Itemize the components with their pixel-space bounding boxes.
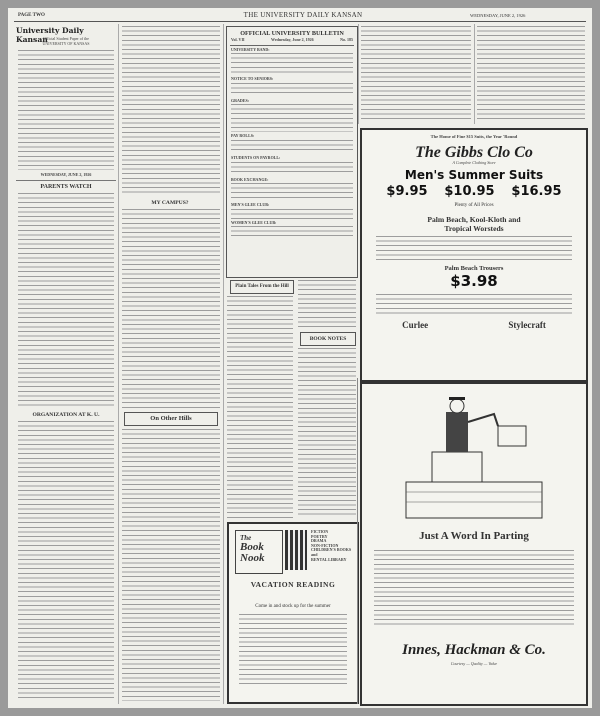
page-label: PAGE TWO (18, 13, 45, 18)
book-nook-body: Come in and stock up for the summer (255, 604, 331, 609)
gibbs-price-1: $9.95 (386, 184, 428, 200)
bulletin-text-students-payroll (231, 162, 353, 176)
book-notes-box (300, 332, 356, 346)
graduate-illustration (402, 392, 546, 522)
bulletin-heading-book-exchange: BOOK EXCHANGE: (231, 176, 269, 182)
gibbs-subtitle: A Complete Clothing Store (452, 159, 496, 165)
gibbs-beach-line-2: Tropical Worsteds (444, 223, 504, 233)
bulletin-heading-mens-glee: MEN'S GLEE CLUB: (231, 202, 270, 208)
book-nook-logo (235, 530, 283, 574)
article-title-parents-watch: PARENTS WATCH (40, 184, 92, 190)
bulletin-heading-payrolls: PAY ROLLS: (231, 133, 255, 139)
newspaper-page (8, 8, 592, 708)
gibbs-fit-line: Plenty of All Prices (454, 203, 494, 209)
col4-text-top (298, 280, 356, 328)
gibbs-headline: Men's Summer Suits (404, 168, 544, 183)
bulletin-text-womens-glee (231, 226, 353, 236)
bulletin-heading-band: UNIVERSITY BAND: (231, 46, 270, 52)
book-notes-body (298, 348, 356, 518)
article-body-parents-watch (18, 193, 114, 408)
gibbs-store-name: The Gibbs Clo Co (415, 143, 533, 161)
bulletin-text-seniors (231, 83, 353, 97)
column-rule-1 (118, 24, 119, 704)
bulletin-date: Wednesday, June 2, 1926 (271, 37, 314, 42)
gibbs-body-copy-2 (376, 294, 572, 316)
column-rule-4 (358, 24, 359, 124)
column-rule-2 (223, 24, 224, 704)
gibbs-beach-line-1: Palm Beach, Kool-Kloth and (427, 214, 521, 224)
bulletin-vol: Vol. VII (231, 37, 245, 42)
header-date: WEDNESDAY, JUNE 2, 1926 (470, 13, 526, 18)
bulletin-text-book-exchange (231, 183, 353, 201)
gibbs-trousers-label: Palm Beach Trousers (444, 264, 504, 272)
masthead-rule (16, 180, 116, 181)
book-nook-ad (227, 522, 359, 704)
gibbs-brand-curlee: Curlee (402, 319, 429, 330)
gibbs-price-3: $16.95 (511, 184, 562, 200)
gibbs-price-row (362, 184, 586, 199)
masthead-issue-date: WEDNESDAY, JUNE 2, 1926 (40, 172, 92, 177)
book-nook-list-0: FICTION (311, 529, 329, 534)
gibbs-trousers-price: $3.98 (450, 271, 498, 290)
col5-text (361, 26, 471, 121)
header-rule (14, 21, 586, 22)
article-body-my-campus (122, 209, 220, 409)
article-title-on-other-hills: On Other Hills (150, 415, 192, 422)
innes-ad (360, 382, 588, 706)
col2-article-top (122, 26, 220, 196)
article-body-on-other-hills (122, 429, 220, 701)
article-title-organization: ORGANIZATION AT K. U. (32, 412, 100, 418)
masthead-title: University Daily Kansan (16, 26, 84, 44)
book-nook-headline: VACATION READING (250, 580, 336, 589)
plain-tales-title: Plain Tales From the Hill (235, 284, 289, 289)
book-nook-logo-nook: Nook (240, 552, 265, 564)
article-title-my-campus: MY CAMPUS? (151, 200, 189, 206)
gibbs-price-2: $10.95 (444, 184, 495, 200)
bulletin-text-band (231, 53, 353, 75)
bulletin-issue-line (227, 37, 357, 44)
on-other-hills-box (124, 412, 218, 426)
bulletin-heading-womens-glee: WOMEN'S GLEE CLUB: (231, 219, 277, 225)
bulletin-text-mens-glee (231, 209, 353, 219)
book-nook-list-1: POETRY (311, 533, 328, 539)
plain-tales-box (230, 280, 294, 294)
book-notes-title: BOOK NOTES (309, 336, 347, 342)
plain-tales-body (227, 296, 293, 518)
col6-text (477, 26, 585, 121)
book-nook-copy (239, 614, 347, 684)
book-nook-logo-the: The (240, 534, 252, 542)
book-nook-list-4: CHILDREN'S BOOKS (311, 547, 352, 553)
innes-store-name: Innes, Hackman & Co. (402, 642, 546, 658)
bulletin-text-grades (231, 104, 353, 132)
bulletin-title: OFFICIAL UNIVERSITY BULLETIN (240, 30, 344, 37)
masthead-staff-list (18, 50, 114, 170)
gibbs-body-copy (376, 236, 572, 262)
gibbs-ad (360, 128, 588, 382)
book-nook-logo-book: Book (240, 541, 264, 553)
book-nook-list-3: NON-FICTION (311, 542, 339, 548)
masthead-line1: Official Student Paper of the (43, 36, 89, 41)
masthead-line2: UNIVERSITY OF KANSAS (42, 41, 90, 46)
book-nook-list-5: and (311, 551, 318, 557)
book-nook-list (311, 530, 353, 562)
column-rule-ads (357, 378, 358, 704)
article-body-organization (18, 421, 114, 701)
bookshelf-icon (285, 530, 307, 570)
gibbs-brand-row (362, 320, 586, 330)
paper-title: THE UNIVERSITY DAILY KANSAN (243, 11, 363, 19)
column-rule-5 (474, 24, 475, 124)
official-bulletin-box (226, 26, 358, 278)
bulletin-heading-seniors: NOTICE TO SENIORS: (231, 76, 274, 82)
bulletin-heading-students-payroll: STUDENTS ON PAYROLL: (231, 154, 281, 160)
gibbs-intro: The Home of Fine $15 Suits, the Year 'Round (430, 134, 518, 139)
book-nook-list-6: RENTAL LIBRARY (311, 556, 347, 562)
innes-headline: Just A Word In Parting (419, 530, 529, 542)
gibbs-brand-stylecraft: Stylecraft (508, 319, 546, 330)
innes-body-copy (374, 550, 574, 628)
bulletin-heading-grades: GRADES: (231, 97, 250, 103)
book-nook-list-2: DRAMA (311, 538, 327, 544)
bulletin-text-payrolls (231, 140, 353, 154)
bulletin-no: No. 185 (340, 37, 353, 42)
innes-tagline: Courtesy — Quality — Value (450, 661, 498, 666)
